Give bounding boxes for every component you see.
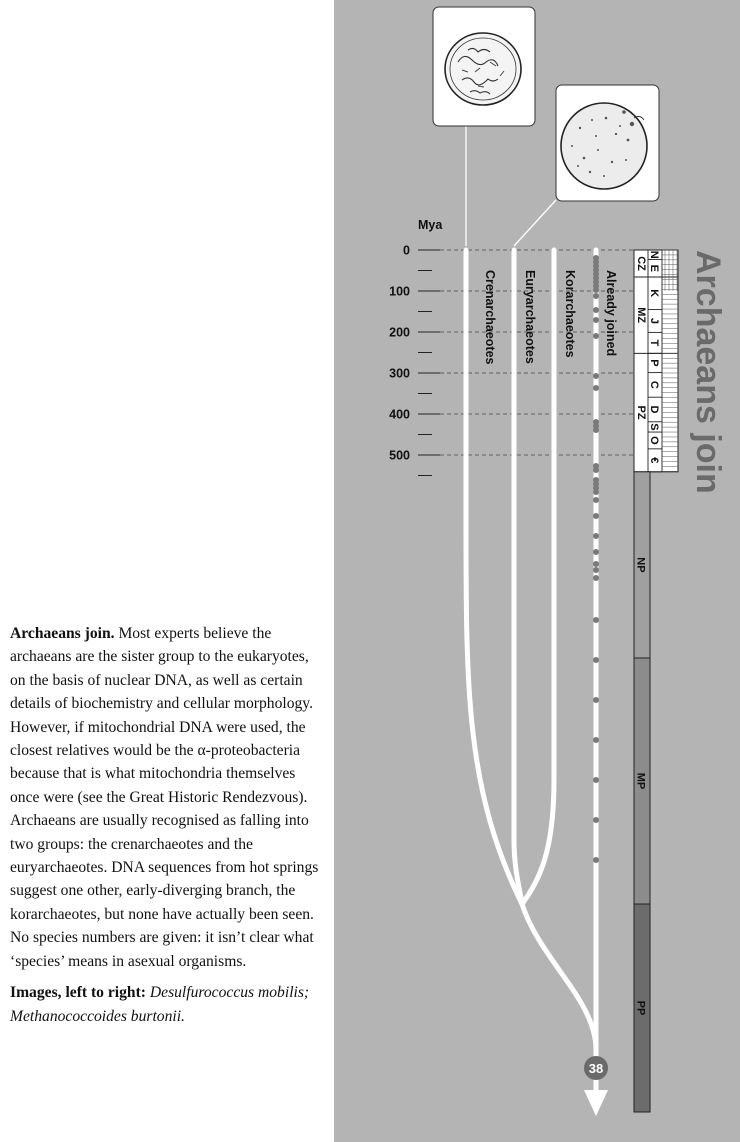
rendezvous-number: 38 xyxy=(588,1061,604,1076)
images-heading: Images, left to right: xyxy=(10,984,146,1002)
era-label: CZ xyxy=(635,256,647,271)
time-arrow-head xyxy=(584,1090,608,1116)
period-label: K xyxy=(648,289,660,298)
images-species-names: Desulfurococcus mobilis; Methanococcoides burtonii. xyxy=(10,984,310,1025)
taxon-dot xyxy=(593,489,599,495)
methanococcoides-cell-image xyxy=(556,85,659,201)
taxon-dot xyxy=(593,561,599,567)
image-connector-line xyxy=(514,200,556,246)
euryarchaeotes-branch xyxy=(514,250,522,904)
axis-tick-label: 500 xyxy=(389,448,410,463)
archaean-stem-branch xyxy=(522,904,596,1050)
period-label: D xyxy=(648,405,660,414)
taxon-dot xyxy=(593,497,599,503)
page-title: Archaeans join xyxy=(689,250,727,494)
period-label: P xyxy=(648,359,660,367)
taxon-dot xyxy=(593,575,599,581)
period-label: T xyxy=(648,339,660,347)
taxon-dot xyxy=(593,513,599,519)
axis-tick-label: 100 xyxy=(389,284,410,299)
proterozoic-era-label: MP xyxy=(634,772,647,790)
taxon-dot xyxy=(593,657,599,663)
taxon-dot xyxy=(593,307,599,313)
proterozoic-era-label: PP xyxy=(634,1000,647,1016)
axis-tick-label: 0 xyxy=(403,243,410,258)
proterozoic-era-label: NP xyxy=(634,557,647,573)
taxon-dot xyxy=(593,293,599,299)
taxon-dot xyxy=(593,427,599,433)
taxon-dot xyxy=(593,533,599,539)
desulfurococcus-cell-image xyxy=(433,7,535,126)
period-label: J xyxy=(648,317,660,324)
taxon-dot xyxy=(593,317,599,323)
era-label: PZ xyxy=(635,405,647,420)
taxon-dot xyxy=(593,737,599,743)
period-label: € xyxy=(648,457,660,464)
period-label: E xyxy=(648,264,660,272)
lineage-label-euryarchaeotes: Euryarchaeotes xyxy=(523,270,537,364)
caption-lead: Archaeans join. xyxy=(10,625,115,642)
axis-unit-label: Mya xyxy=(418,218,443,232)
era-label: MZ xyxy=(635,307,647,324)
period-label: N xyxy=(648,250,660,259)
taxon-dot xyxy=(593,287,599,293)
taxon-dot xyxy=(593,333,599,339)
taxon-dot xyxy=(593,567,599,573)
caption-body: Most experts believe the archaeans are the sister group to the eukaryotes, on the basis of nuclear DNA, as well as certain details of biochemistry and cellular morphology. However, if mitochondrial DNA were used, the closest relatives would be the α-proteobacteria because that is what mitochondria themselves once were (see the Great Historic Rendezvous). Archaeans are usually recognised as falling into two groups: the crenarchaeotes and the euryarchaeotes. DNA sequences from hot springs suggest one other, early-diverging branch, the korarchaeotes, but none have actually been seen. No species numbers are given: it isn’t clear what ‘species’ means in asexual organisms. xyxy=(10,625,319,970)
lineage-label-korarchaeotes: Korarchaeotes xyxy=(563,270,577,358)
lineage-label-crenarchaeotes: Crenarchaeotes xyxy=(483,270,497,365)
axis-tick-label: 400 xyxy=(389,407,410,422)
geological-timescale xyxy=(634,250,678,1112)
axis-tick-label: 200 xyxy=(389,325,410,340)
taxon-dot xyxy=(593,549,599,555)
taxon-dot xyxy=(593,373,599,379)
taxon-dot xyxy=(593,467,599,473)
taxon-dot xyxy=(593,857,599,863)
period-label: C xyxy=(648,380,660,389)
period-label: O xyxy=(648,436,660,445)
rendezvous-badge xyxy=(584,1056,608,1080)
caption xyxy=(10,622,320,1028)
lineage-label-already-joined: Already joined xyxy=(604,270,618,357)
taxon-dot xyxy=(593,385,599,391)
taxon-dot xyxy=(593,617,599,623)
taxon-dot xyxy=(593,777,599,783)
period-label: S xyxy=(648,423,660,431)
taxon-dot xyxy=(593,697,599,703)
taxon-dot xyxy=(593,817,599,823)
axis-tick-label: 300 xyxy=(389,366,410,381)
